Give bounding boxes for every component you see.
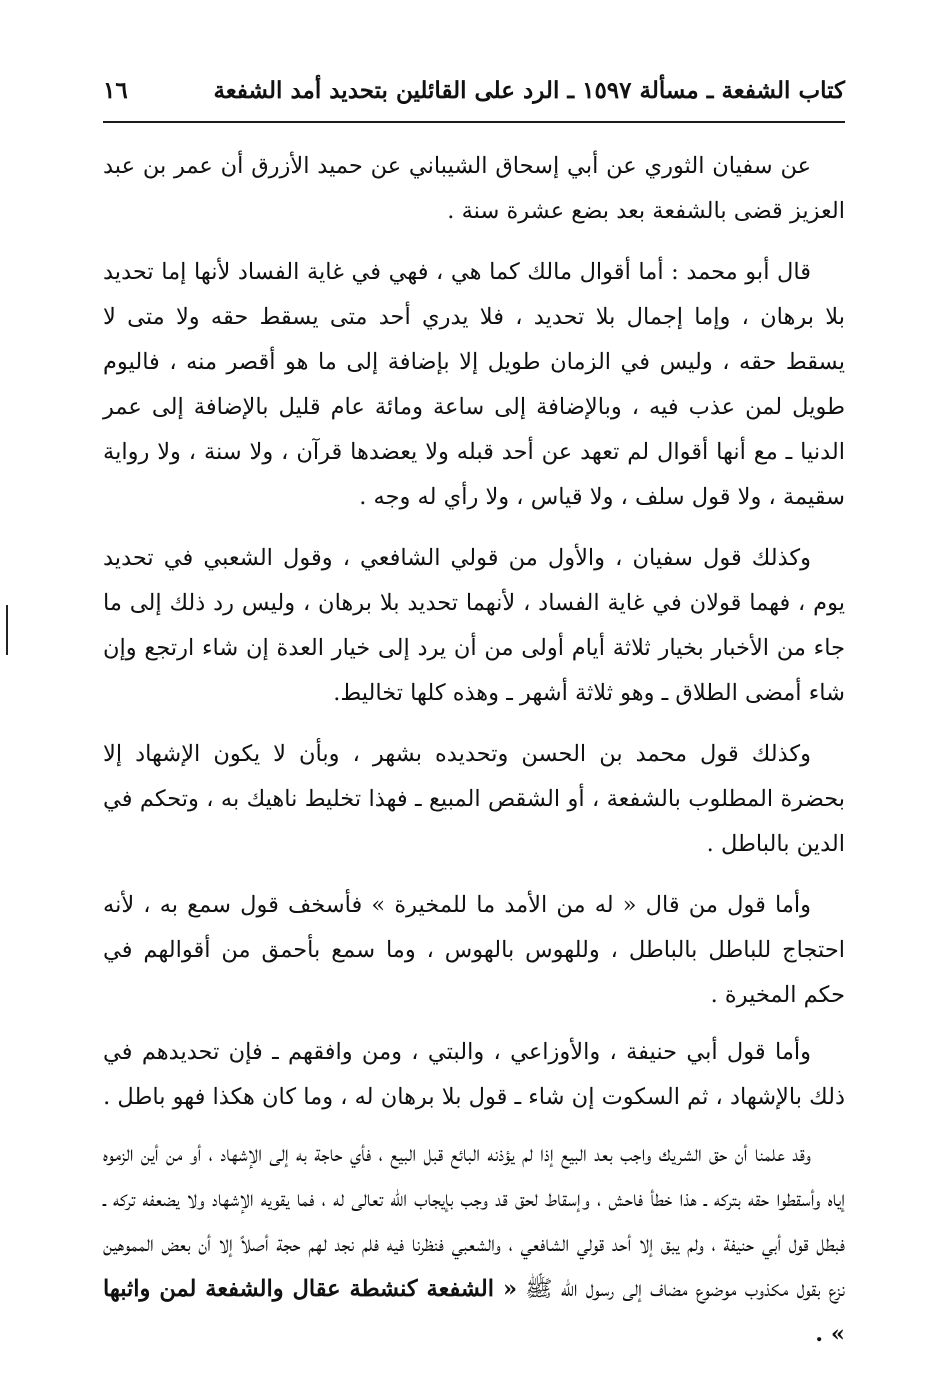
hadith-quote: « الشفعة كنشطة عقال والشفعة لمن واثبها » . bbox=[103, 1276, 845, 1347]
header-divider bbox=[103, 121, 845, 123]
paragraph-3: وكذلك قول سفيان ، والأول من قولي الشافعي ، وقول الشعبي في تحديد يوم ، فهما قولان في غاية الفساد ، لأنهما تحديد بلا برهان ، وليس رد ذلك إلى ما جاء من الأخبار بخيار ثلاثة أيام أولى من أن يرد إلى خيار العدة إن شاء ارتجع وإن شاء أمضى الطلاق ـ وهو ثلاثة أشهر ـ وهذه كلها تخاليط. bbox=[103, 545, 845, 706]
paragraph-6: وأما قول أبي حنيفة ، والأوزاعي ، والبتي ، ومن وافقهم ـ فإن تحديدهم في ذلك بالإشهاد ، ثم السكوت إن شاء ـ قول بلا برهان له ، وما كان هكذا فهو باطل . bbox=[103, 1039, 845, 1110]
paragraph-5: وأما قول من قال « له من الأمد ما للمخيرة » فأسخف قول سمع به ، لأنه احتجاج للباطل بالباطل ، وللهوس بالهوس ، وما سمع بأحمق من أقوالهم في حكم المخيرة . bbox=[103, 892, 845, 1008]
running-header-title: كتاب الشفعة ـ مسألة ١٥٩٧ ـ الرد على القائلين بتحديد أمد الشفعة bbox=[213, 76, 845, 104]
paragraph-7-text: وقد علمنا أن حق الشريك واجب بعد البيع إذا لم يؤذنه البائع قبل البيع ، فأي حاجة به إلى الإشهاد ، أو من أين الزموه إياه وأسقطوا حقه بتركه ـ هذا خطأ فاحش ، وإسقاط لحق قد وجب بإيجاب الله تعالى له ، فما يقويه الإشهاد ولا يضعفه تركه ـ فبطل قول أبي حنيفة ، ولم يبق إلا أحد قولي الشافعي ، والشعبي فنظرنا فيه فلم نجد لهم حجة أصلاً إلا أن بعض المموهين نزع بقول مكذوب موضوع مضاف إلى رسول الله ﷺ bbox=[103, 1141, 846, 1302]
page-number: ١٦ bbox=[103, 76, 128, 104]
paragraph-1: عن سفيان الثوري عن أبي إسحاق الشيباني عن حميد الأزرق أن عمر بن عبد العزيز قضى بالشفعة بعد بضع عشرة سنة . bbox=[103, 153, 845, 224]
scan-margin-mark bbox=[6, 605, 8, 655]
paragraph-7 bbox=[103, 1132, 845, 1357]
paragraph-4: وكذلك قول محمد بن الحسن وتحديده بشهر ، وبأن لا يكون الإشهاد إلا بحضرة المطلوب بالشفعة ، أو الشقص المبيع ـ فهذا تخليط ناهيك به ، وتحكم في الدين بالباطل . bbox=[103, 741, 845, 857]
running-header bbox=[103, 68, 845, 112]
body-text bbox=[103, 144, 845, 1373]
paragraph-2: قال أبو محمد : أما أقوال مالك كما هي ، فهي في غاية الفساد لأنها إما تحديد بلا برهان ، وإما إجمال بلا تحديد ، فلا يدري أحد متى يسقط حقه ولا متى لا يسقط حقه ، وليس في الزمان طويل إلا بإضافة إلى ما هو أقصر منه ، فاليوم طويل لمن عذب فيه ، وبالإضافة إلى ساعة ومائة عام قليل بالإضافة إلى عمر الدنيا ـ مع أنها أقوال لم تعهد عن أحد قبله ولا يعضدها قرآن ، ولا سنة ، ولا رواية سقيمة ، ولا قول سلف ، ولا قياس ، ولا رأي له وجه . bbox=[103, 259, 845, 510]
